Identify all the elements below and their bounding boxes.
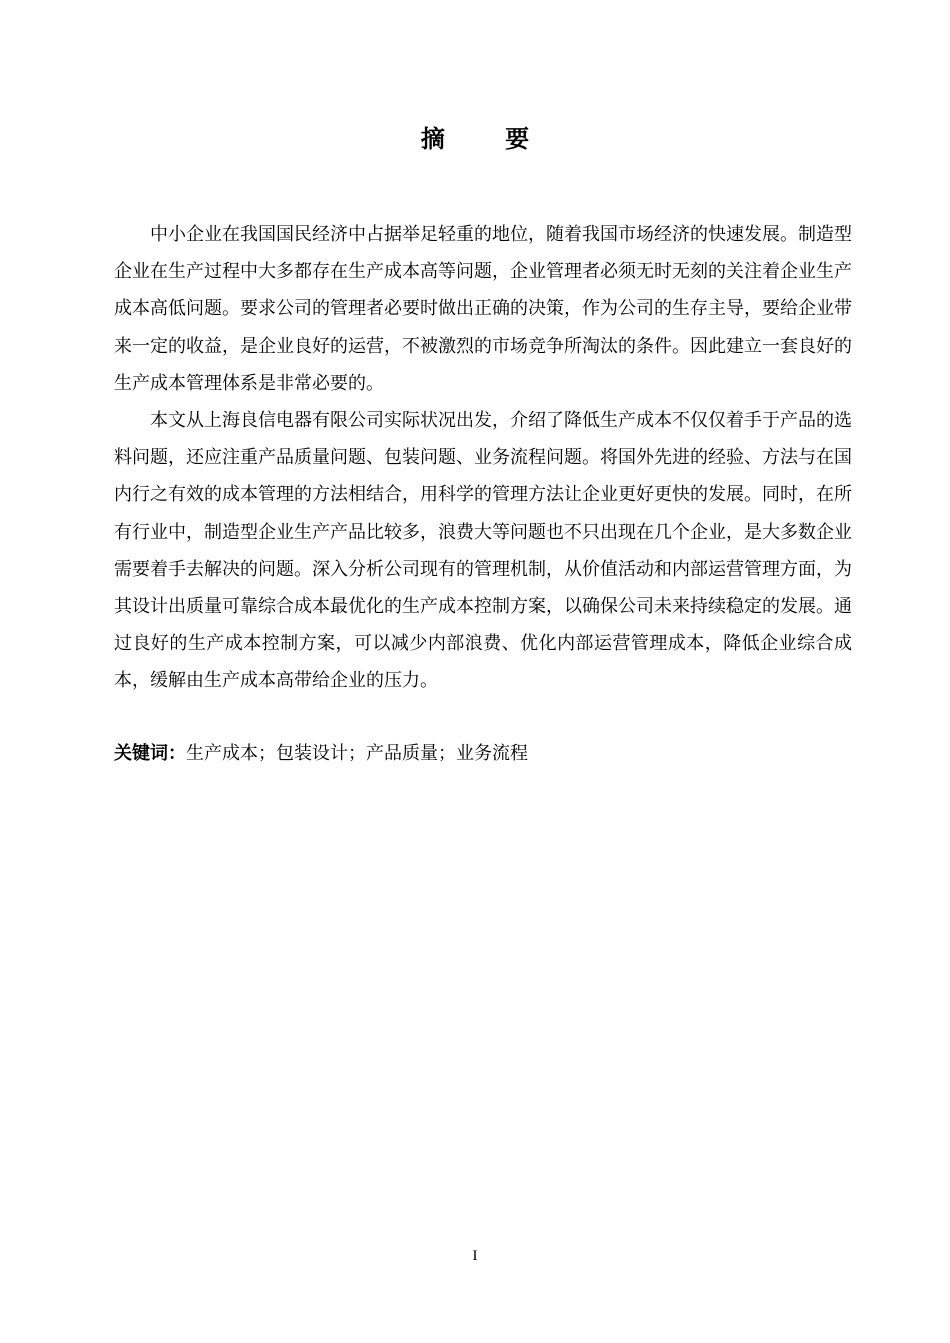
keywords-line <box>114 737 852 771</box>
keywords-label: 关键词： <box>114 743 186 764</box>
abstract-paragraph-1: 中小企业在我国国民经济中占据举足轻重的地位，随着我国市场经济的快速发展。制造型企业在生产过程中大多都存在生产成本高等问题，企业管理者必须无时无刻的关注着企业生产成本高低问题。要求公司的管理者必要时做出正确的决策，作为公司的生存主导，要给企业带来一定的收益，是企业良好的运营，不被激烈的市场竞争所淘汰的条件。因此建立一套良好的生产成本管理体系是非常必要的。 <box>114 224 852 394</box>
page-title: 摘 要 <box>420 125 556 153</box>
abstract-paragraph-2: 本文从上海良信电器有限公司实际状况出发，介绍了降低生产成本不仅仅着手于产品的选料问题，还应注重产品质量问题、包装问题、业务流程问题。将国外先进的经验、方法与在国内行之有效的成本管理的方法相结合，用科学的管理方法让企业更好更快的发展。同时，在所有行业中，制造型企业生产产品比较多，浪费大等问题也不只出现在几个企业，是大多数企业需要着手去解决的问题。深入分析公司现有的管理机制，从价值活动和内部运营管理方面，为其设计出质量可靠综合成本最优化的生产成本控制方案，以确保公司未来持续稳定的发展。通过良好的生产成本控制方案，可以减少内部浪费、优化内部运营管理成本，降低企业综合成本，缓解由生产成本高带给企业的压力。 <box>114 410 852 692</box>
page-number: I <box>472 1248 478 1264</box>
keywords-value: 生产成本；包装设计；产品质量；业务流程 <box>186 743 528 764</box>
abstract-body <box>114 216 852 700</box>
